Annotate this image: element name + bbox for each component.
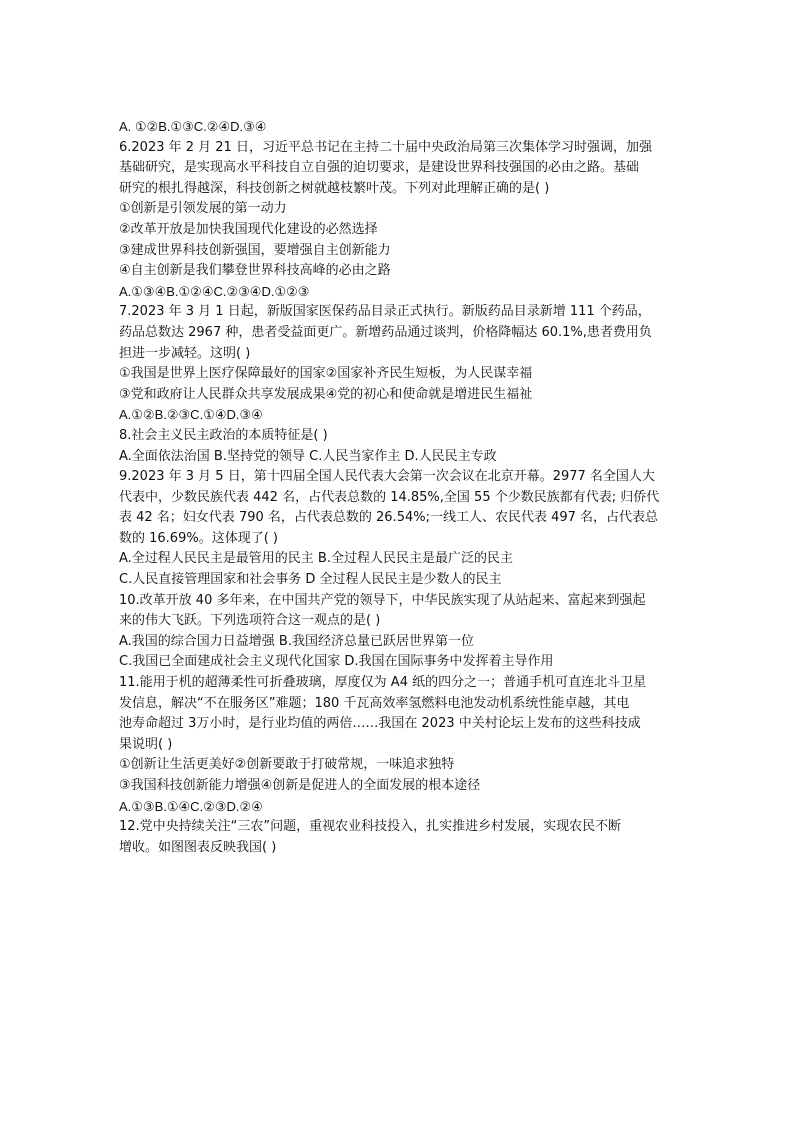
q7-options: A.①②B.②③C.①④D.③④ — [119, 407, 263, 423]
q6-statement-1: ①创新是引领发展的第一动力 — [119, 201, 287, 217]
q9-stem-line-3: 表 42 名；妇女代表 790 名，占代表总数的 26.54%;一线工人、农民代表 497 名，占代表总 — [119, 510, 659, 526]
q7-stem-line-1: 7.2023 年 3 月 1 日起，新版国家医保药品目录正式执行。新版药品目录新增 111 个药品， — [119, 304, 651, 320]
q11-statements-1: ①创新让生活更美好②创新要敢于打破常规，一味追求独特 — [119, 757, 455, 773]
q7-stem-line-2: 药品总数达 2967 种，患者受益面更广。新增药品通过谈判，价格降幅达 60.1%,患者费用负 — [119, 324, 652, 340]
q12-stem-line-2: 增收。如图图表反映我国( ) — [119, 839, 277, 855]
q7-statements-2: ③党和政府让人民群众共享发展成果④党的初心和使命就是增进民生福祉 — [119, 386, 533, 402]
q12-stem-line-1: 12.党中央持续关注“三农”问题，重视农业科技投入，扎实推进乡村发展，实现农民不断 — [119, 819, 622, 835]
q9-stem-line-2: 代表中，少数民族代表 442 名，占代表总数的 14.85%,全国 55 个少数民族都有代表; 归侨代 — [119, 489, 660, 505]
q11-stem-line-2: 发信息，解决“不在服务区”难题；180 千瓦高效率氢燃料电池发动机系统性能卓越，其电 — [119, 695, 630, 711]
q6-options: A.①③④B.①②④C.②③④D.①②③ — [119, 283, 310, 299]
q6-stem-line-3: 研究的根扎得越深，科技创新之树就越枝繁叶茂。下列对此理解正确的是( ) — [119, 180, 550, 196]
q9-options-cd: C.人民直接管理国家和社会事务 D 全过程人民民主是少数人的民主 — [119, 572, 502, 588]
q6-statement-2: ②改革开放是加快我国现代化建设的必然选择 — [119, 221, 378, 237]
q5-options: A. ①②B.①③C.②④D.③④ — [119, 119, 267, 134]
q11-stem-line-1: 11.能用于机的超薄柔性可折叠玻璃，厚度仅为 A4 纸的四分之一；普通手机可直连北斗卫星 — [119, 675, 647, 691]
q8-stem: 8.社会主义民主政治的本质特征是( ) — [119, 427, 328, 443]
q6-statement-3: ③建成世界科技创新强国，要增强自主创新能力 — [119, 242, 391, 258]
q10-options-ab: A.我国的综合国力日益增强 B.我国经济总量已跃居世界第一位 — [119, 633, 474, 649]
q11-statements-2: ③我国科技创新能力增强④创新是促进人的全面发展的根本途径 — [119, 778, 481, 793]
q9-stem-line-1: 9.2023 年 3 月 5 日，第十四届全国人民代表大会第一次会议在北京开幕。2977 名全国人大 — [119, 469, 655, 485]
q10-options-cd: C.我国已全面建成社会主义现代化国家 D.我国在国际事务中发挥着主导作用 — [119, 654, 554, 670]
q6-statement-4: ④自主创新是我们攀登世界科技高峰的必由之路 — [119, 263, 391, 279]
q6-stem-line-1: 6.2023 年 2 月 21 日，习近平总书记在主持二十届中央政治局第三次集体学习时强调，加强 — [119, 139, 652, 155]
q9-options-ab: A.全过程人民民主是最管用的民主 B.全过程人民民主是最广泛的民主 — [119, 551, 513, 567]
q11-stem-line-4: 果说明( ) — [119, 736, 173, 752]
q11-stem-line-3: 池寿命超过 3万小时，是行业均值的两倍……我国在 2023 中关村论坛上发布的这些科技成 — [119, 716, 641, 732]
q6-stem-line-2: 基础研究，是实现高水平科技自立自强的迫切要求，是建设世界科技强国的必由之路。基础 — [119, 160, 640, 176]
q11-options: A.①③B.①④C.②③D.②④ — [119, 798, 263, 814]
q7-stem-line-3: 担进一步减轻。这明( ) — [119, 345, 251, 361]
exam-page — [119, 117, 679, 858]
q10-stem-line-1: 10.改革开放 40 多年来，在中国共产党的领导下，中华民族实现了从站起来、富起来到强起 — [119, 592, 646, 608]
q7-statements-1: ①我国是世界上医疗保障最好的国家②国家补齐民生短板，为人民谋幸福 — [119, 366, 533, 382]
q9-stem-line-4: 数的 16.69%。这体现了( ) — [119, 530, 278, 546]
q10-stem-line-2: 来的伟大飞跃。下列选项符合这一观点的是( ) — [119, 613, 381, 629]
q8-options: A.全面依法治国 B.坚持党的领导 C.人民当家作主 D.人民民主专政 — [119, 448, 497, 464]
